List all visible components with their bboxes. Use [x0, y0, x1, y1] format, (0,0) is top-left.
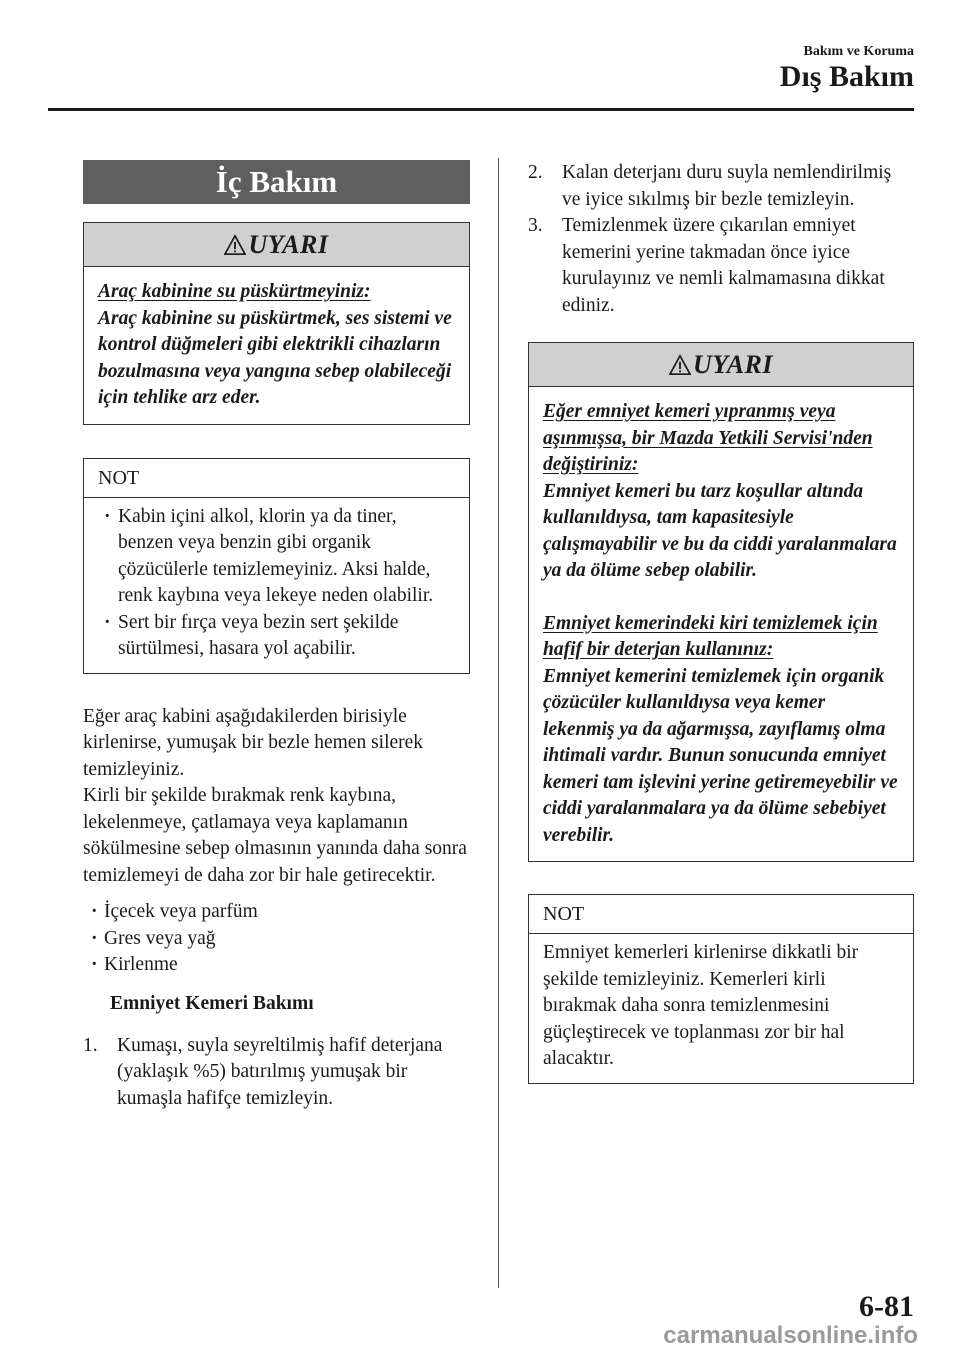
warning-header [84, 223, 469, 267]
step-number: 1. [83, 1034, 98, 1056]
step-text: Kalan deterjanı duru suyla nemlendirilmiş ve iyice sıkılmış bir bezle temizleyin. [562, 162, 892, 210]
note-body [84, 498, 469, 673]
note-box [528, 894, 914, 1084]
list-item: · Kirlenme [91, 952, 470, 979]
warning-label: UYARI [248, 229, 329, 259]
list-item: · Gres veya yağ [91, 926, 470, 953]
step-item [528, 160, 914, 213]
note-bullet: · Kabin içini alkol, klorin ya da tiner, benzen veya benzin gibi organik çözücülerle temizlemeyiniz. Aksi halde, renk kaybına veya lekeye neden olabilir. [98, 504, 455, 610]
warning-header [529, 343, 913, 387]
step-text: Kumaşı, suyla seyreltilmiş hafif deterjana (yaklaşık %5) batırılmış yumuşak bir kumaşla hafifçe temizleyin. [117, 1034, 443, 1109]
note-box [83, 458, 470, 674]
note-label: NOT [529, 895, 913, 934]
spacer [543, 585, 899, 611]
step-number: 2. [528, 162, 543, 183]
paragraph-1: Eğer araç kabini aşağıdakilerden birisiyle kirlenirse, yumuşak bir bezle hemen silerek temizleyiniz. [83, 705, 424, 780]
warning-text: Emniyet kemeri bu tarz koşullar altında kullanıldıysa, tam kapasitesiyle çalışmayabilir ve bu da ciddi yaralanmalara ya da ölüme sebep olabilir. [543, 480, 897, 581]
subsection-heading: Emniyet Kemeri Bakımı [110, 992, 314, 1014]
steps-list [83, 1033, 470, 1113]
warning-label: UYARI [692, 349, 774, 379]
warning-heading: Emniyet kemerindeki kiri temizlemek için hafif bir deterjan kullanınız: [543, 612, 878, 660]
section-banner: İç Bakım [83, 160, 470, 204]
page-number: 6-81 [859, 1290, 914, 1323]
body-paragraph [83, 704, 470, 890]
note-body: Emniyet kemerleri kirlenirse dikkatli bir şekilde temizleyiniz. Kemerleri kirli bırakmak daha sonra temizlenmesini güçleştirecek ve toplanması zor bir hal alacaktır. [543, 942, 859, 1069]
warning-triangle-icon [224, 234, 246, 256]
list-item: · İçecek veya parfüm [91, 899, 470, 926]
note-bullet: · Sert bir fırça veya bezin sert şekilde sürtülmesi, hasara yol açabilir. [98, 610, 455, 663]
warning-heading: Eğer emniyet kemeri yıpranmış veya aşınmışsa, bir Mazda Yetkili Servisi'nden değiştiriniz: [543, 401, 873, 475]
warning-box [528, 342, 914, 862]
warning-body [84, 267, 469, 424]
warning-text: Araç kabinine su püskürtmek, ses sistemi ve kontrol düğmeleri gibi elektrikli cihazların bozulmasına veya yangına sebep olabileceği için tehlike arz eder. [98, 307, 452, 408]
warning-text: Emniyet kemerini temizlemek için organik çözücüler kullanıldıysa veya kemer lekenmiş ya da ağarmışsa, zayıflamış olma ihtimali vardır. Bunun sonucunda emniyet kemeri tam işlevini yerine getiremeyebilir ve ciddi yaralanmalara ya da ölüme sebebiyet verebilir. [543, 665, 898, 846]
note-label: NOT [84, 459, 469, 498]
section-title: Bakım ve Koruma [803, 44, 914, 59]
warning-triangle-icon [669, 354, 691, 376]
watermark: carmanualsonline.info [663, 1322, 918, 1349]
step-number: 3. [528, 215, 543, 236]
page-title: Dış Bakım [779, 60, 914, 93]
step-item [528, 213, 914, 319]
step-item [83, 1033, 470, 1113]
steps-list [528, 160, 914, 319]
header-divider [48, 108, 914, 111]
warning-box [83, 222, 470, 425]
paragraph-2: Kirli bir şekilde bırakmak renk kaybına, lekelenmeye, çatlamaya veya kaplamanın sökülmesine sebep olmasının yanında daha sonra temizlemeyi de daha zor bir hale getirecektir. [83, 785, 467, 886]
column-divider [498, 158, 499, 1288]
step-text: Temizlenmek üzere çıkarılan emniyet kemerini yerine takmadan önce iyice kurulayınız ve nemli kalmamasına dikkat ediniz. [562, 215, 885, 316]
left-column [83, 160, 470, 1112]
warning-body [529, 387, 913, 861]
warning-heading: Araç kabinine su püskürtmeyiniz: [98, 281, 371, 302]
right-column [528, 160, 914, 1084]
contaminant-list [83, 899, 470, 979]
